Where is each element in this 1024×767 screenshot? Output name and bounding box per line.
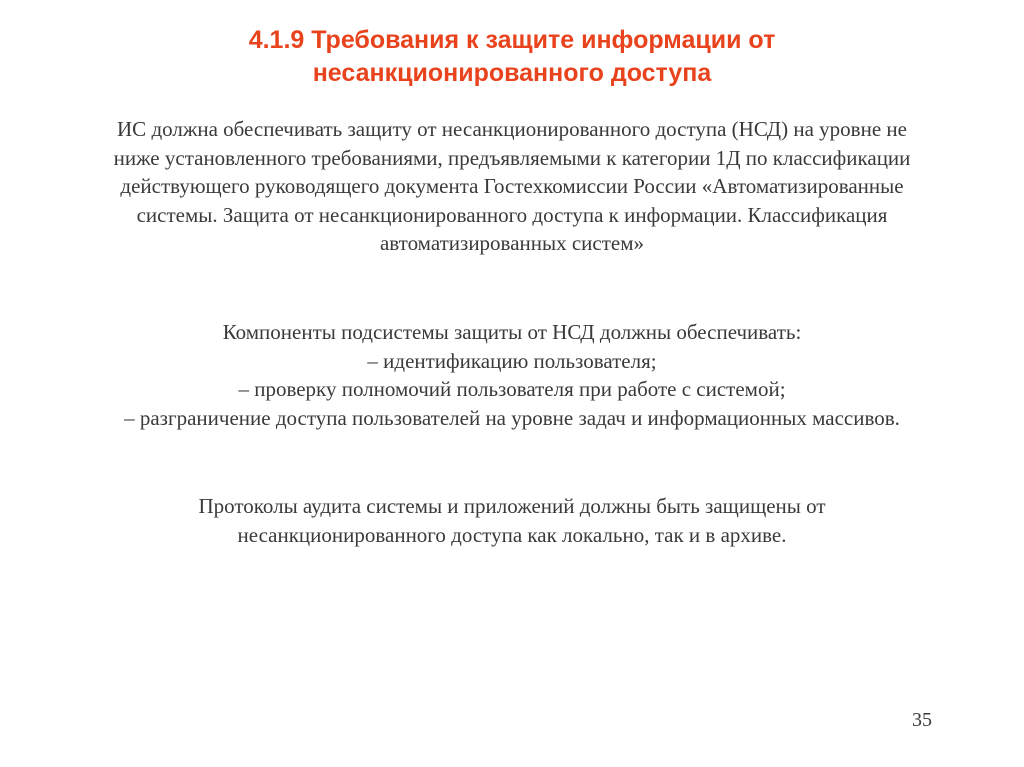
paragraph-line: системы. Защита от несанкционированного доступа к информации. Классификация <box>136 202 888 227</box>
paragraph-line: Протоколы аудита системы и приложений должны быть защищены от <box>198 494 826 518</box>
title-line: несанкционированного доступа <box>312 59 712 87</box>
paragraph-nsd-requirements <box>20 115 1004 258</box>
title-line: 4.1.9 Требования к защите информации от <box>248 26 776 54</box>
page-number: 35 <box>912 709 932 731</box>
list-item: – проверку полномочий пользователя при работе с системой; <box>238 377 786 401</box>
paragraph-line: действующего руководящего документа Гостехкомиссии России «Автоматизированные <box>120 174 904 198</box>
list-item: – идентификацию пользователя; <box>367 348 657 373</box>
paragraph-line: несанкционированного доступа как локально, так и в архиве. <box>237 522 787 547</box>
paragraph-line: Компоненты подсистемы защиты от НСД должны обеспечивать: <box>222 320 802 344</box>
paragraph-line: ИС должна обеспечивать защиту от несанкционированного доступа (НСД) на уровне не <box>117 117 907 141</box>
paragraph-line: ниже установленного требованиями, предъявляемыми к категории 1Д по классификации <box>113 145 911 170</box>
slide-title <box>60 24 964 90</box>
paragraph-line: автоматизированных систем» <box>379 231 645 255</box>
list-item: – разграничение доступа пользователей на уровне задач и информационных массивов. <box>124 405 900 430</box>
paragraph-subsystem-components <box>20 318 1004 432</box>
paragraph-audit-protocols <box>20 492 1004 549</box>
